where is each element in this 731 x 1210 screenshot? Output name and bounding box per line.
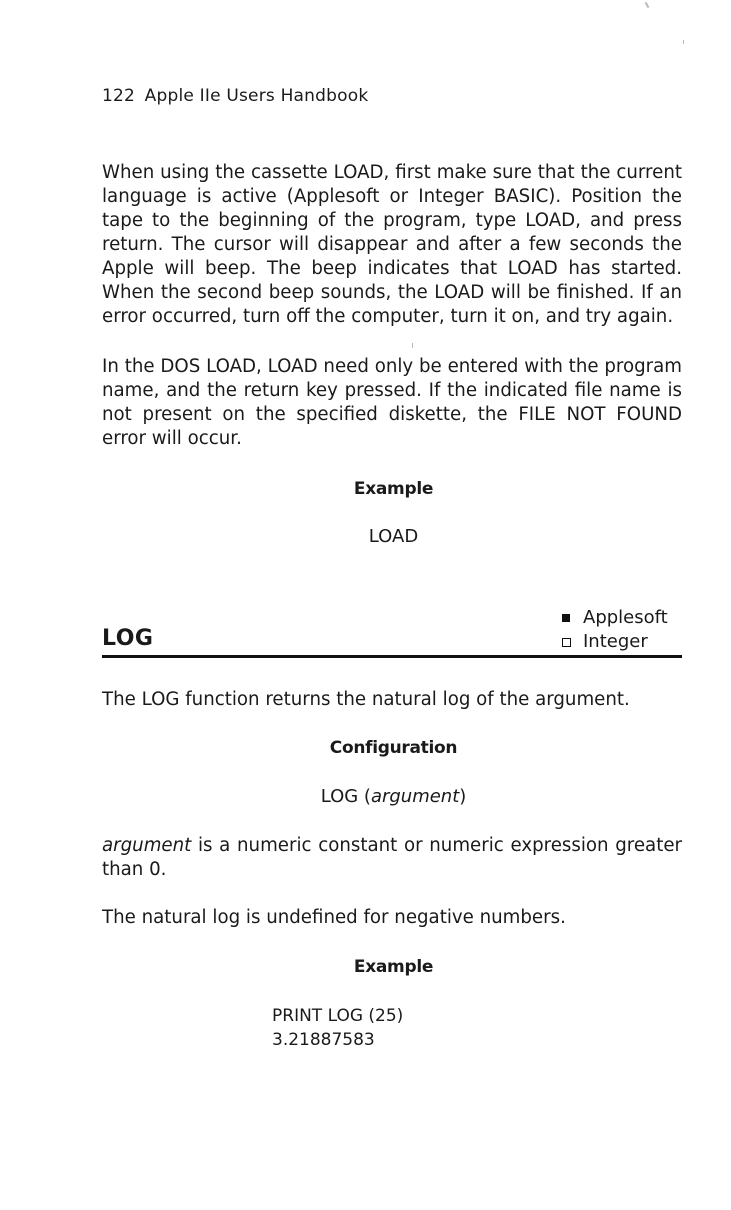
syntax-argument: argument <box>370 786 460 807</box>
argument-description: is a numeric constant or numeric expression greater than 0. <box>102 835 682 880</box>
argument-paragraph <box>102 834 682 882</box>
load-example-code: LOAD <box>368 526 419 547</box>
syntax-keyword: LOG ( <box>320 786 371 807</box>
entry-title: LOG <box>102 626 154 651</box>
language-applesoft <box>561 606 668 630</box>
dos-load-paragraph: In the DOS LOAD, LOAD need only be entered with the program name, and the return key pressed. If the indicated file name is not present on the specified diskette, the FILE NOT FOUND error will occur. <box>102 356 682 449</box>
language-availability <box>561 606 668 654</box>
empty-square-icon <box>562 638 571 647</box>
language-label: Integer <box>583 631 648 652</box>
argument-term: argument <box>102 835 192 856</box>
cassette-load-paragraph: When using the cassette LOAD, first make sure that the current language is active (Applesoft or Integer BASIC). Position the tape to the beginning of the program, type LOAD, and press return. The cursor will disappear and after a few seconds the Apple will beep. The beep indicates that LOAD has started. When the second beep sounds, the LOAD will be finished. If an error occurred, turn off the computer, turn it on, and try again. <box>102 162 682 327</box>
code-line: 3.21887583 <box>272 1030 375 1050</box>
configuration-syntax <box>0 786 731 807</box>
language-integer <box>561 630 668 654</box>
log-example-code <box>272 1004 403 1052</box>
load-example-heading: Example <box>353 479 434 499</box>
book-title: Apple IIe Users Handbook <box>144 86 369 106</box>
running-header <box>102 86 368 106</box>
log-description: The LOG function returns the natural log of the argument. <box>102 689 630 710</box>
page-number: 122 <box>102 86 136 106</box>
configuration-heading: Configuration <box>329 738 458 758</box>
syntax-close: ) <box>459 786 467 807</box>
scan-speck <box>645 2 650 8</box>
scan-speck <box>412 343 413 348</box>
entry-divider <box>102 655 682 658</box>
language-label: Applesoft <box>583 607 668 628</box>
code-line: PRINT LOG (25) <box>272 1006 404 1026</box>
log-example-heading: Example <box>353 957 434 977</box>
negative-note: The natural log is undefined for negative numbers. <box>102 907 566 928</box>
scan-speck <box>683 40 684 44</box>
filled-square-icon <box>562 614 570 622</box>
